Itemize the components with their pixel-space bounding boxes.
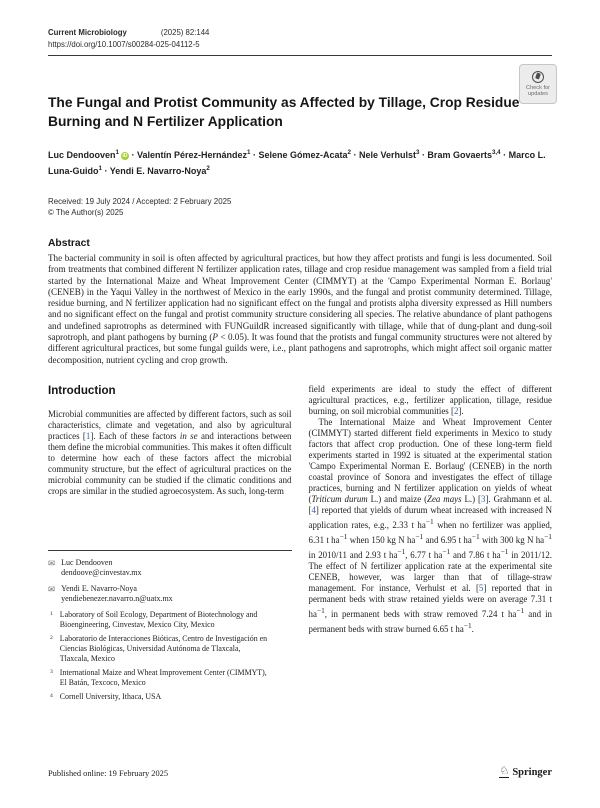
copyright: © The Author(s) 2025 [48,207,124,217]
springer-horse-icon: ♘ [499,765,510,777]
column-left [48,384,292,702]
footnote-block [48,544,292,702]
check-for-updates-label: Check for updates [526,84,550,97]
abstract-text: The bacterial community in soil is often affected by agricultural practices, but how they affect protists and fungi is less documented. Soil from treatments that combined different N fertilizer application rates, tillage and crop residue management was sampled from a field trial started by the International Maize and Wheat Improvement Center (CIMMYT) at the 'Campo Experimental Norman E. Borlaug' (CENEB) in the Yaqui Valley in the northwest of Mexico in the early 1990s, and the fungal and protist community determined. Tillage, residue burning, and N fertilizer application had no significant effect on the fungal and protists alpha diversity expressed as Hill numbers and no significant effect on the fungal and protist community structure considering all species. The relative abundance of plant pathogens and undefined saprotrophs as determined with FUNGuildR increased significantly with tillage, while that of dung-plant and dung-soil saprotroph, and plant pathogens by burning (P < 0.05). It was found that the protists and fungal community structures were not altered by different agricultural practices, but some fungal guilds were, i.e., plant pathogens and saprotrophs, which might affect soil organic matter decomposition, nutrient cycling and crop growth. [48,253,552,365]
reference-link[interactable]: 3 [481,493,486,504]
affiliation-item [48,634,292,663]
page-header [48,28,552,56]
affiliation-text: International Maize and Wheat Improvement Center (CIMMYT), El Batán, Texcoco, Mexico [59,668,267,687]
reference-link[interactable]: 2 [453,405,459,416]
email-icon: ✉ [48,558,56,569]
intro-paragraph-right-2: The International Maize and Wheat Improvement Center (CIMMYT) started different field experiments in Mexico to study factors that affect crop production. One of these long-term field experiments started in 1992 is situated at the experimental station 'Campo Experimental Norman E. Borlaug' (CENEB) in the north coastal province of Sonora and investigates the effect of tillage practices, burning and N fertilizer application on yields of wheat (Triticum durum L.) and maize (Zea mays L.) [3]. Grahmann et al. [4] reported that yields of durum wheat increased with increased N application rates, e.g., 2.33 t $ha^{-1}$ when no fertilizer was applied, 6.31 t $ha^{-1}$ when 150 kg N $ha^{-1}$ and 6.95 t $ha^{-1}$ with 300 kg N $ha^{-1}$ in 2010/11 and 2.93 t $ha^{-1}$, 6.77 t $ha^{-1}$ and 7.86 t $ha^{-1}$ in 2011/12. The effect of N fertilizer application rate at the experimental site CENEB, however, was larger than that of tillage-straw management. For instance, Verhulst et al. [5] reported that in permanent beds with straw retained yields were on average 7.31 t $ha^{-1}$, in permanent beds with straw removed 7.24 t $ha^{-1}$ and in permanent beds with straw burned 6.65 t $ha^{-1}$. [308,416,553,634]
introduction-columns [48,384,552,702]
page-footer [48,766,552,778]
corresponding-author-email[interactable]: dendoove@cinvestav.mx [61,568,142,578]
author-list: Luc Dendooven$^1$ iD · Valentín Pérez-Hernández$^1$ · Selene Gómez-Acata$^2$ · Nele Verhulst$^3$ · Bram Govaerts$^{3,4}$ · Marco L. Luna-Guido$^1$ · Yendi E. Navarro-Noya$^2$ [48,149,546,176]
affiliation-number: 4 [50,693,53,700]
footnote-rule [48,550,292,551]
affiliation-item [48,610,292,629]
affiliation-number: 1 [50,611,53,618]
affiliation-number: 2 [50,635,53,642]
email-icon: ✉ [48,584,56,595]
orcid-icon[interactable]: iD [122,153,128,159]
reference-link[interactable]: 4 [311,504,316,515]
journal-name: Current Microbiology [48,28,127,37]
corresponding-author [48,558,292,578]
intro-paragraph-left: Microbial communities are affected by different factors, such as soil characteristics, climate and vegetation, and also by agricultural practices [1]. Each of these factors in se and interactions between them define the microbial communities. This makes it often difficult to determine how each of these factors affect the microbial community structure, but the effect of agricultural practices on the microbial community can be studied if the climatic conditions and crops are similar in the studied agroecosystem. As such, long-term [48,408,292,496]
corresponding-author [48,584,292,604]
article-dates [48,197,552,218]
corresponding-author-name: Yendi E. Navarro-Noya [61,584,137,594]
article-title: The Fungal and Protist Community as Affected by Tillage, Crop Residue Burning and N Fertilizer Application [48,95,520,129]
check-for-updates-icon [532,71,544,83]
abstract-heading: Abstract [48,238,90,249]
column-right [309,384,553,702]
affiliation-text: Cornell University, Ithaca, USA [59,692,162,702]
springer-logo [499,766,552,778]
abstract-section [48,238,552,366]
reference-link[interactable]: 5 [478,582,484,593]
corresponding-author-name: Luc Dendooven [61,558,113,568]
intro-paragraph-right-1: field experiments are ideal to study the effect of different agricultural practices, e.g., fertilizer application, tillage, residue burning, on soil microbial communities [2]. [308,383,552,416]
reference-link[interactable]: 1 [85,430,91,441]
introduction-heading: Introduction [48,383,116,397]
affiliation-item [48,668,292,687]
affiliation-number: 3 [50,669,53,676]
springer-logo-text: Springer [512,766,552,778]
published-online: Published online: 19 February 2025 [48,769,169,778]
affiliation-text: Laboratorio de Interacciones Bióticas, Centro de Investigación en Ciencias Biológicas, Universidad Autónoma de Tlaxcala, Tlaxcala, Mexico [59,634,268,663]
corresponding-author-email[interactable]: yendiebenezer.navarro.n@uatx.mx [61,594,173,604]
check-for-updates-badge[interactable] [519,64,557,104]
affiliation-item [48,692,292,702]
journal-citation: (2025) 82:144 [160,28,210,37]
affiliation-text: Laboratory of Soil Ecology, Department of Biotechnology and Bioengineering, Cinvestav, Mexico City, Mexico [59,610,258,629]
header-rule [48,55,552,56]
doi-link[interactable]: https://doi.org/10.1007/s00284-025-04112-5 [48,40,200,49]
received-accepted: Received: 19 July 2024 / Accepted: 2 February 2025 [48,197,232,206]
